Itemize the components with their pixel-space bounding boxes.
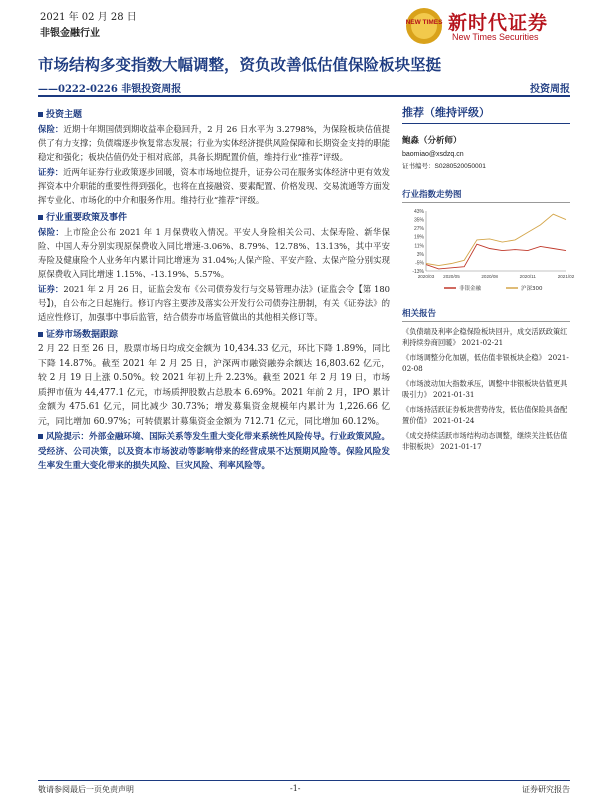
main-column (38, 104, 390, 475)
section-heading-themes: 投资主题 (38, 107, 390, 120)
related-report-date: 2021-01-24 (433, 416, 475, 425)
square-bullet-icon (38, 332, 43, 337)
legend-label: 沪深300 (521, 286, 543, 292)
page-number: -1- (290, 784, 301, 793)
header-divider (38, 95, 570, 97)
y-tick-label: 3% (416, 251, 424, 258)
series-line (426, 214, 566, 265)
x-tick-label: 2020/03 (417, 274, 435, 279)
section-heading-market-data: 证券市场数据跟踪 (38, 327, 390, 340)
industry-label: 非银金融行业 (40, 28, 100, 39)
footer-divider (38, 780, 570, 781)
paragraph-insurance-theme: 保险：近期十年期国债到期收益率企稳回升，2 月 26 日水平为 3.2798%，为保险板块估值提供了有力支撑；负债端逐步恢复常态发展；行业为实体经济提供风险保障和长期资金支持的职能稳定和强化；板块估值仍处于相对底部，具备长期配置价值，维持行业“推荐”评级。 (38, 124, 390, 162)
y-tick-label: 11% (414, 243, 424, 250)
logo-text: 新时代证券 (448, 12, 549, 34)
x-tick-label: 2020/08 (481, 274, 498, 279)
square-bullet-icon (38, 434, 43, 439)
related-report-title: 《成交持续活跃市场结构动态调整，继续关注低估值非银板块》 (402, 431, 568, 451)
paragraph-market-data: 2 月 22 日至 26 日，股票市场日均成交金额为 10,434.33 亿元，环比下降 1.89%，同比下降 14.87%。截至 2021 年 2 月 25 日，沪深两市融资融券余额达 16,803.62 亿元，较 2 月 19 日上涨 0.50%。较 2021 年初上升 2.23%。截至 2021 年 2 月 19 日，市场质押市值为 44,477.1 亿元，市场质押股数占总股本 6.69%。2021 年前 2 月，IPO 累计金额为 475.61 亿元，同比减少 30.73%；增发募集资金规模年内累计为 1,226.66 亿元，同比增加 60.97%；可转债累计募集资金金额为 712.71 亿元，同比增加 60.12%。 (38, 344, 390, 427)
y-tick-label: 19% (413, 234, 424, 241)
legend-label: 非银金融 (459, 286, 482, 292)
paragraph-risk-warning: 风险提示：外部金融环境、国际关系等发生重大变化带来系统性风险传导。行业政策风险。受经济、公司决策，以及资本市场波动等影响带来的经营成果不达预期风险等。保险风险发生率发生重大变化带来的损失风险、巨灾风险、利率风险等。 (38, 432, 390, 471)
side-column (402, 104, 575, 452)
related-report-date: 2021-02-08 (402, 353, 569, 373)
related-report-date: 2021-01-31 (433, 390, 475, 399)
related-reports-heading: 相关报告 (402, 307, 570, 322)
related-report-title: 《市场持活跃证券板块营势待发，低估值保险具备配置价值》 (402, 405, 568, 425)
analyst-cert: 证书编号：S0280520050001 (402, 163, 486, 170)
logo-icon (404, 6, 444, 46)
report-date: 2021 年 02 月 28 日 (40, 12, 137, 23)
related-report-item[interactable] (402, 326, 570, 348)
chart-title: 行业指数走势图 (402, 188, 570, 203)
paragraph-securities-policy: 证券：2021 年 2 月 26 日，证监会发布《公司债券发行与交易管理办法》(证监会令【第 180 号】)，自公布之日起施行。修订内容主要涉及落实公开发行公司债券注册制，有关《证券法》的适应性修订，加强事中事后监管，结合债券市场监管做出的其他相关修订等。 (38, 284, 390, 322)
series-line (426, 244, 566, 269)
logo-mark-text: NEW TIMES (405, 19, 443, 26)
y-tick-label: 43% (413, 209, 424, 215)
y-tick-label: 27% (413, 226, 424, 233)
footer-disclaimer: 敬请参阅最后一页免责声明 (38, 785, 134, 794)
analyst-name: 鲍淼（分析师） (402, 136, 462, 146)
x-tick-label: 2021/02 (557, 274, 575, 279)
analyst-email[interactable]: baomiao@xsdzq.cn (402, 151, 464, 158)
square-bullet-icon (38, 112, 43, 117)
related-reports-list (402, 326, 570, 452)
x-tick-label: 2020/11 (519, 274, 536, 279)
related-report-item[interactable] (402, 404, 570, 426)
related-report-title: 《市场波动加大指数承压，调整中非银板块估值更具吸引力》 (402, 379, 568, 399)
x-tick-label: 2020/05 (443, 274, 460, 279)
paragraph-securities-theme: 证券：近两年证券行业政策逐步回暖，资本市场地位提升，证券公司在服务实体经济中更有效发挥资本中介职能的重要性得到强化，也将在直接融资、要素配置、价格发现、交易流通等方面发挥专业化、市场化的中介和服务作用。维持行业“推荐”评级。 (38, 167, 391, 205)
index-trend-chart (402, 207, 575, 297)
related-report-title: 《负债端及利率企稳保险板块回升，成交活跃政策红利持续券商回暖》 (402, 327, 568, 347)
square-bullet-icon (38, 215, 43, 220)
section-heading-policy: 行业重要政策及事件 (38, 210, 390, 223)
page-subtitle: ——0222-0226 非银投资周报 (38, 84, 182, 95)
footer-report-label: 证券研究报告 (522, 785, 570, 794)
related-report-date: 2021-02-21 (461, 338, 504, 347)
report-type: 投资周报 (530, 84, 570, 95)
logo-english: New Times Securities (452, 32, 539, 42)
y-tick-label: -5% (415, 260, 424, 267)
related-report-item[interactable] (402, 430, 570, 452)
y-tick-label: 35% (413, 217, 424, 224)
related-report-item[interactable] (402, 352, 570, 374)
related-report-date: 2021-01-17 (440, 442, 482, 451)
page-title: 市场结构多变指数大幅调整，资负改善低估值保险板块坚挺 (38, 55, 442, 74)
y-tick-label: -13% (412, 269, 424, 275)
related-report-title: 《市场调整分化加剧，低估值非银板块企稳》 (402, 353, 549, 362)
related-report-item[interactable] (402, 378, 570, 400)
paragraph-insurance-policy: 保险：上市险企公布 2021 年 1 月保费收入情况。平安人身险相关公司、太保寿险、新华保险、中国人寿分别实现原保费收入同比增速-3.06%、8.79%、12.78%、13.13%，其中平安寿险及健康险个人业务年内累计同比增速为 31.04%;人保产险、平安产险、太保产险分别实现原保费收入同比增速 1.15%、-13.19%、5.57%。 (38, 227, 390, 279)
rating-label: 推荐（维持评级） (402, 104, 570, 124)
